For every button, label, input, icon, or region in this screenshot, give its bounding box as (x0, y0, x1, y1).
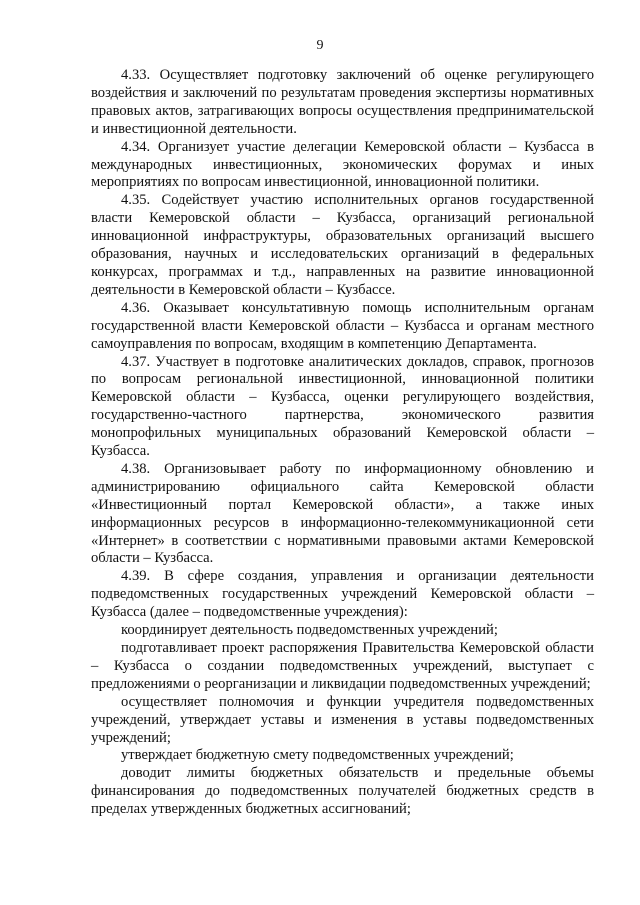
paragraph-4-39: 4.39. В сфере создания, управления и организации деятельности подведомственных государственных учреждений Кемеровской области – Кузбасса (далее – подведомственные учреждения): (91, 568, 594, 621)
list-item-budget-estimate: утверждает бюджетную смету подведомственных учреждений; (121, 747, 514, 764)
document-body (91, 67, 594, 819)
list-item-founder-powers: осуществляет полномочия и функции учредителя подведомственных учреждений, утверждает уставы и изменения в уставы подведомственных учреждений; (91, 693, 594, 746)
page-number: 9 (316, 38, 324, 53)
paragraph-4-37: 4.37. Участвует в подготовке аналитических докладов, справок, прогнозов по вопросам региональной инвестиционной, инновационной политики Кемеровской области – Кузбасса, оценки регулирующего воздействия, государственно-частного партнерства, экономического развития монопрофильных муниципальных образований Кемеровской области – Кузбасса. (91, 353, 594, 460)
paragraph-4-34: 4.34. Организует участие делегации Кемеровской области – Кузбасса в международных инвестиционных, экономических форумах и иных мероприятиях по вопросам инвестиционной, инновационной политики. (91, 138, 594, 191)
paragraph-4-36: 4.36. Оказывает консультативную помощь исполнительным органам государственной власти Кемеровской области – Кузбасса и органам местного самоуправления по вопросам, входящим в компетенцию Департамента. (91, 299, 594, 352)
paragraph-4-38: 4.38. Организовывает работу по информационному обновлению и администрированию официального сайта Кемеровской области «Инвестиционный портал Кемеровской области», а также иных информационных ресурсов в информационно-телекоммуникационной сети «Интернет» в соответствии с нормативными правовыми актами Кемеровской области – Кузбасса. (91, 460, 594, 567)
list-item-budget-limits: доводит лимиты бюджетных обязательств и предельные объемы финансирования до подведомственных получателей бюджетных средств в пределах утвержденных бюджетных ассигнований; (91, 765, 594, 818)
list-item-prepares-draft: подготавливает проект распоряжения Правительства Кемеровской области – Кузбасса о создании подведомственных учреждений, выступает с предложениями о реорганизации и ликвидации подведомственных учреждений; (91, 640, 594, 692)
list-item-coordinates: координирует деятельность подведомственных учреждений; (121, 622, 498, 639)
paragraph-4-33: 4.33. Осуществляет подготовку заключений об оценке регулирующего воздействия и заключений по результатам проведения экспертизы нормативных правовых актов, затрагивающих вопросы осуществления предпринимательской и инвестиционной деятельности. (91, 67, 594, 137)
paragraph-4-35: 4.35. Содействует участию исполнительных органов государственной власти Кемеровской области – Кузбасса, организаций региональной инновационной инфраструктуры, образовательных организаций высшего образования, научных и исследовательских организаций в федеральных конкурсах, программах и т.д., направленных на развитие инновационной деятельности в Кемеровской области – Кузбассе. (91, 192, 594, 298)
